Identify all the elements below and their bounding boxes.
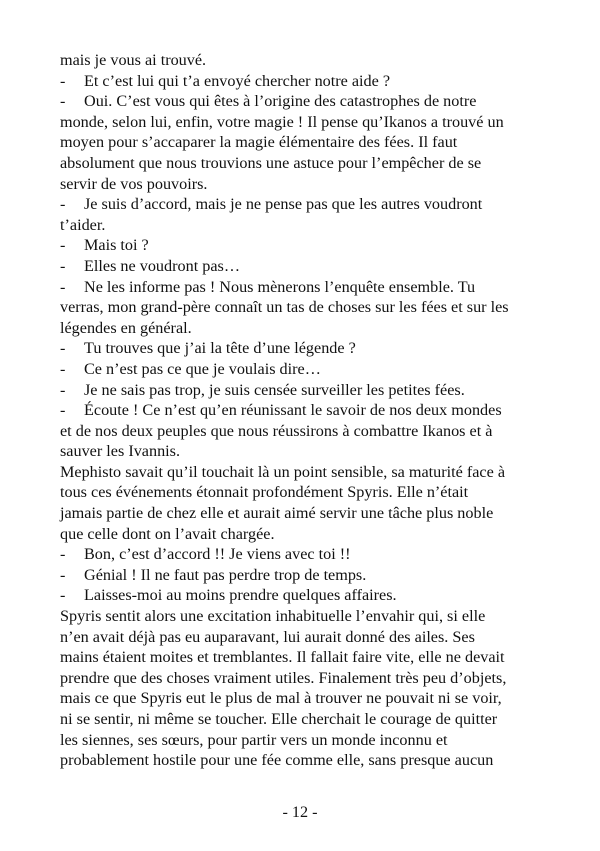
dialogue-dash: - [60,380,66,399]
dialogue-dash: - [60,359,66,378]
page-number: - 12 - [282,803,318,821]
line-text: Spyris sentit alors une excitation inhabituelle l’envahir qui, si elle [60,607,486,626]
line-text: Ne les informe pas ! Nous mènerons l’enquête ensemble. Tu [84,277,476,296]
line-text: moyen pour s’accaparer la magie élémentaire des fées. Il faut [60,133,458,152]
line-text: légendes en général. [60,318,192,337]
page-body-text [60,50,542,771]
text-line [60,503,542,524]
line-text: n’en avait déjà pas eu auparavant, lui aurait donné des ailes. Ses [60,627,475,646]
text-line [60,709,542,730]
line-text: verras, mon grand-père connaît un tas de choses sur les fées et sur les [60,298,509,317]
line-text: que celle dont on l’avait chargée. [60,524,275,543]
dialogue-dash: - [60,195,66,214]
line-text: Oui. C’est vous qui êtes à l’origine des catastrophes de notre [84,92,477,111]
text-line [60,688,542,709]
line-text: Mephisto savait qu’il touchait là un point sensible, sa maturité face à [60,462,506,481]
line-text: mais ce que Spyris eut le plus de mal à trouver ne pouvait ni se voir, [60,689,502,708]
line-text: mains étaient moites et tremblantes. Il fallait faire vite, elle ne devait [60,648,505,667]
dialogue-line [60,277,542,298]
line-text: et de nos deux peuples que nous réussirons à combattre Ikanos et à [60,421,493,440]
dialogue-line [60,256,542,277]
text-line [60,297,542,318]
line-text: Et c’est lui qui t’a envoyé chercher notre aide ? [84,71,391,90]
dialogue-line [60,400,542,421]
text-line [60,606,542,627]
text-line [60,482,542,503]
dialogue-dash: - [60,565,66,584]
text-line [60,647,542,668]
dialogue-dash: - [60,401,66,420]
line-text: Écoute ! Ce n’est qu’en réunissant le savoir de nos deux mondes [84,401,502,420]
dialogue-line [60,544,542,565]
dialogue-dash: - [60,92,66,111]
line-text: Génial ! Il ne faut pas perdre trop de temps. [84,565,367,584]
line-text: les siennes, ses sœurs, pour partir vers un monde inconnu et [60,730,448,749]
dialogue-dash: - [60,339,66,358]
text-line [60,627,542,648]
dialogue-line [60,338,542,359]
text-line [60,132,542,153]
text-line [60,730,542,751]
text-line [60,174,542,195]
line-text: Mais toi ? [84,236,149,255]
text-line [60,421,542,442]
line-text: servir de vos pouvoirs. [60,174,208,193]
line-text: monde, selon lui, enfin, votre magie ! Il pense qu’Ikanos a trouvé un [60,112,504,131]
dialogue-dash: - [60,277,66,296]
dialogue-dash: - [60,256,66,275]
line-text: Elles ne voudront pas… [84,256,241,275]
text-line [60,750,542,771]
line-text: Bon, c’est d’accord !! Je viens avec toi !! [84,545,351,564]
dialogue-dash: - [60,545,66,564]
text-line [60,524,542,545]
dialogue-dash: - [60,236,66,255]
text-line [60,112,542,133]
dialogue-line [60,235,542,256]
dialogue-line [60,359,542,380]
line-text: prendre que des choses vraiment utiles. Finalement très peu d’objets, [60,668,507,687]
text-line [60,215,542,236]
line-text: sauver les Ivannis. [60,442,181,461]
dialogue-dash: - [60,71,66,90]
text-line [60,462,542,483]
line-text: probablement hostile pour une fée comme elle, sans presque aucun [60,751,494,770]
line-text: t’aider. [60,215,106,234]
line-text: tous ces événements étonnait profondément Spyris. Elle n’était [60,483,469,502]
dialogue-line [60,585,542,606]
dialogue-line [60,565,542,586]
line-text: Laisses-moi au moins prendre quelques affaires. [84,586,397,605]
line-text: Je suis d’accord, mais je ne pense pas que les autres voudront [84,195,483,214]
dialogue-dash: - [60,586,66,605]
text-line [60,153,542,174]
line-text: mais je vous ai trouvé. [60,51,207,69]
dialogue-line [60,91,542,112]
line-text: Ce n’est pas ce que je voulais dire… [84,359,321,378]
line-text: Tu trouves que j’ai la tête d’une légende ? [84,339,356,358]
line-text: Je ne sais pas trop, je suis censée surveiller les petites fées. [84,380,465,399]
dialogue-line [60,380,542,401]
text-line [60,441,542,462]
text-line [60,50,542,71]
text-line [60,668,542,689]
dialogue-line [60,71,542,92]
line-text: absolument que nous trouvions une astuce pour l’empêcher de se [60,153,482,172]
line-text: jamais partie de chez elle et aurait aimé servir une tâche plus noble [60,504,494,523]
dialogue-line [60,194,542,215]
text-line [60,318,542,339]
line-text: ni se sentir, ni même se toucher. Elle cherchait le courage de quitter [60,710,498,728]
